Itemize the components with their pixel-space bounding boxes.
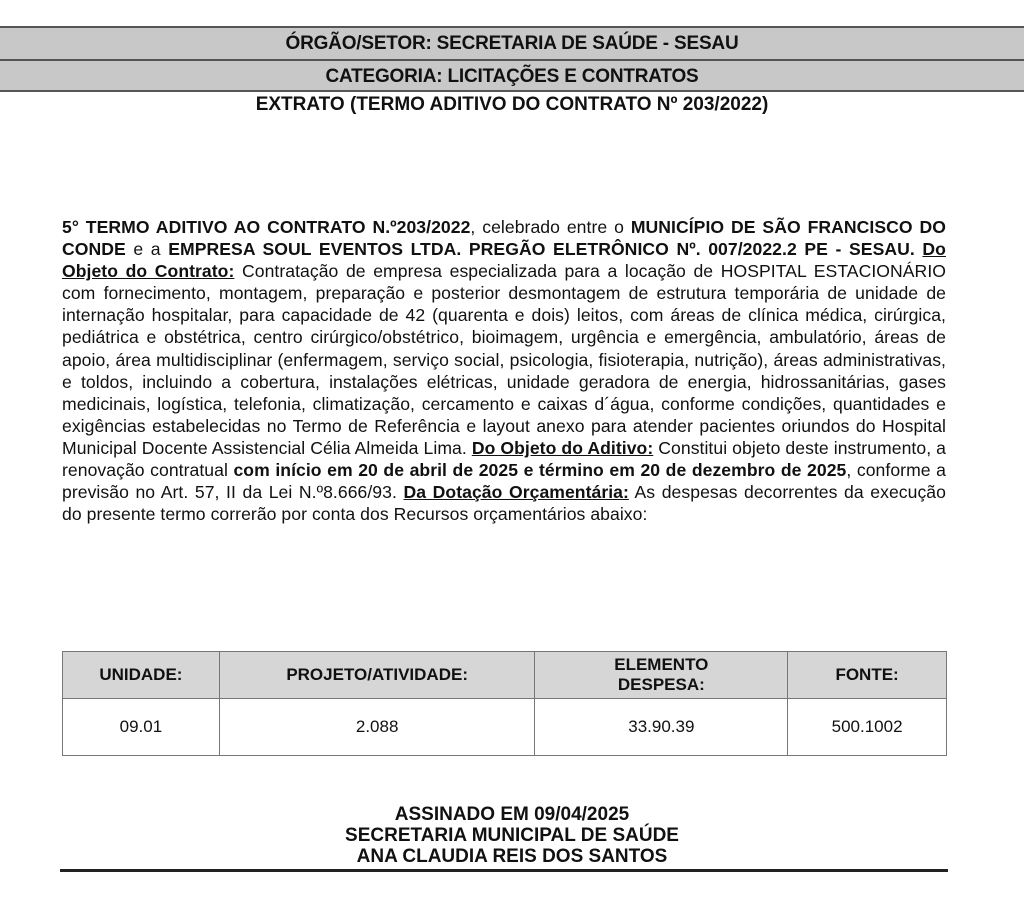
signature-name: ANA CLAUDIA REIS DOS SANTOS bbox=[356, 846, 668, 867]
objeto-aditivo-heading: Do Objeto do Aditivo: bbox=[471, 437, 654, 458]
signature-block bbox=[0, 804, 1024, 867]
body-text-segment: e a bbox=[125, 239, 169, 260]
table-row bbox=[63, 699, 947, 756]
cell-fonte: 500.1002 bbox=[788, 699, 947, 756]
orgao-title: ÓRGÃO/SETOR: SECRETARIA DE SAÚDE - SESAU bbox=[285, 33, 739, 54]
objeto-aditivo-text: Constitui objeto deste instrumento, a renovação contratual bbox=[62, 437, 946, 481]
objeto-contrato-text: Contratação de empresa especializada para a locação de HOSPITAL ESTACIONÁRIO com fornecimento, montagem, preparação e posterior desmontagem de estrutura temporária de unidade de internação hospitalar, para capacidade de 42 (quarenta e dois) leitos, com áreas de clínica médica, cirúrgica, pediátrica e obstétrica, centro cirúrgico/obstétrico, bioimagem, urgência e emergência, ambulatório, áreas de apoio, área multidisciplinar (enfermagem, serviço social, psicologia, fisioterapia, nutrição), áreas administrativas, e toldos, incluindo a cobertura, instalações elétricas, unidade geradora de energia, hidrossanitárias, gases medicinais, logística, telefonia, climatização, cercamento e caixas d´água, conforme condições, quantidades e exigências estabelecidas no Termo de Referência e layout anexo para atender pacientes oriundos do Hospital Municipal Docente Assistencial Célia Almeida Lima. bbox=[62, 261, 946, 458]
header-projeto-atividade: PROJETO/ATIVIDADE: bbox=[219, 652, 535, 699]
header-elemento-despesa-text: ELEMENTO DESPESA: bbox=[614, 655, 709, 694]
header-elemento-despesa bbox=[535, 652, 788, 699]
body-text-segment: , celebrado entre o bbox=[470, 217, 631, 237]
header-unidade: UNIDADE: bbox=[63, 652, 220, 699]
cell-projeto-atividade: 2.088 bbox=[219, 699, 535, 756]
bottom-divider bbox=[60, 869, 948, 872]
cell-unidade: 09.01 bbox=[63, 699, 220, 756]
objeto-contrato-heading: Do Objeto do Contrato: bbox=[62, 239, 946, 282]
categoria-title: CATEGORIA: LICITAÇÕES E CONTRATOS bbox=[325, 66, 699, 87]
municipio-name: MUNICÍPIO DE SÃO FRANCISCO DO CONDE bbox=[62, 217, 946, 260]
signature-department: SECRETARIA MUNICIPAL DE SAÚDE bbox=[345, 825, 679, 846]
dotacao-heading: Da Dotação Orçamentária: bbox=[403, 482, 629, 503]
body-text-segment: , conforme a previsão no Art. 57, II da Lei N.º8.666/93. bbox=[62, 460, 946, 503]
header-fonte: FONTE: bbox=[788, 652, 947, 699]
signature-date: ASSINADO EM 09/04/2025 bbox=[394, 804, 630, 825]
categoria-banner bbox=[0, 59, 1024, 92]
cell-elemento-despesa: 33.90.39 bbox=[535, 699, 788, 756]
dotacao-text: As despesas decorrentes da execução do presente termo correrão por conta dos Recursos orçamentários abaixo: bbox=[62, 482, 946, 525]
extrato-title: EXTRATO (TERMO ADITIVO DO CONTRATO Nº 203/2022) bbox=[255, 94, 769, 115]
orgao-banner bbox=[0, 26, 1024, 59]
dotacao-table bbox=[62, 651, 947, 756]
extract-body bbox=[62, 216, 946, 525]
vigencia-dates: com início em 20 de abril de 2025 e término em 20 de dezembro de 2025 bbox=[233, 460, 847, 481]
empresa-pregao: EMPRESA SOUL EVENTOS LTDA. PREGÃO ELETRÔNICO Nº. 007/2022.2 PE - SESAU. bbox=[168, 239, 915, 260]
table-header-row bbox=[63, 652, 947, 699]
termo-aditivo-title: 5° TERMO ADITIVO AO CONTRATO N.º203/2022 bbox=[62, 217, 471, 237]
